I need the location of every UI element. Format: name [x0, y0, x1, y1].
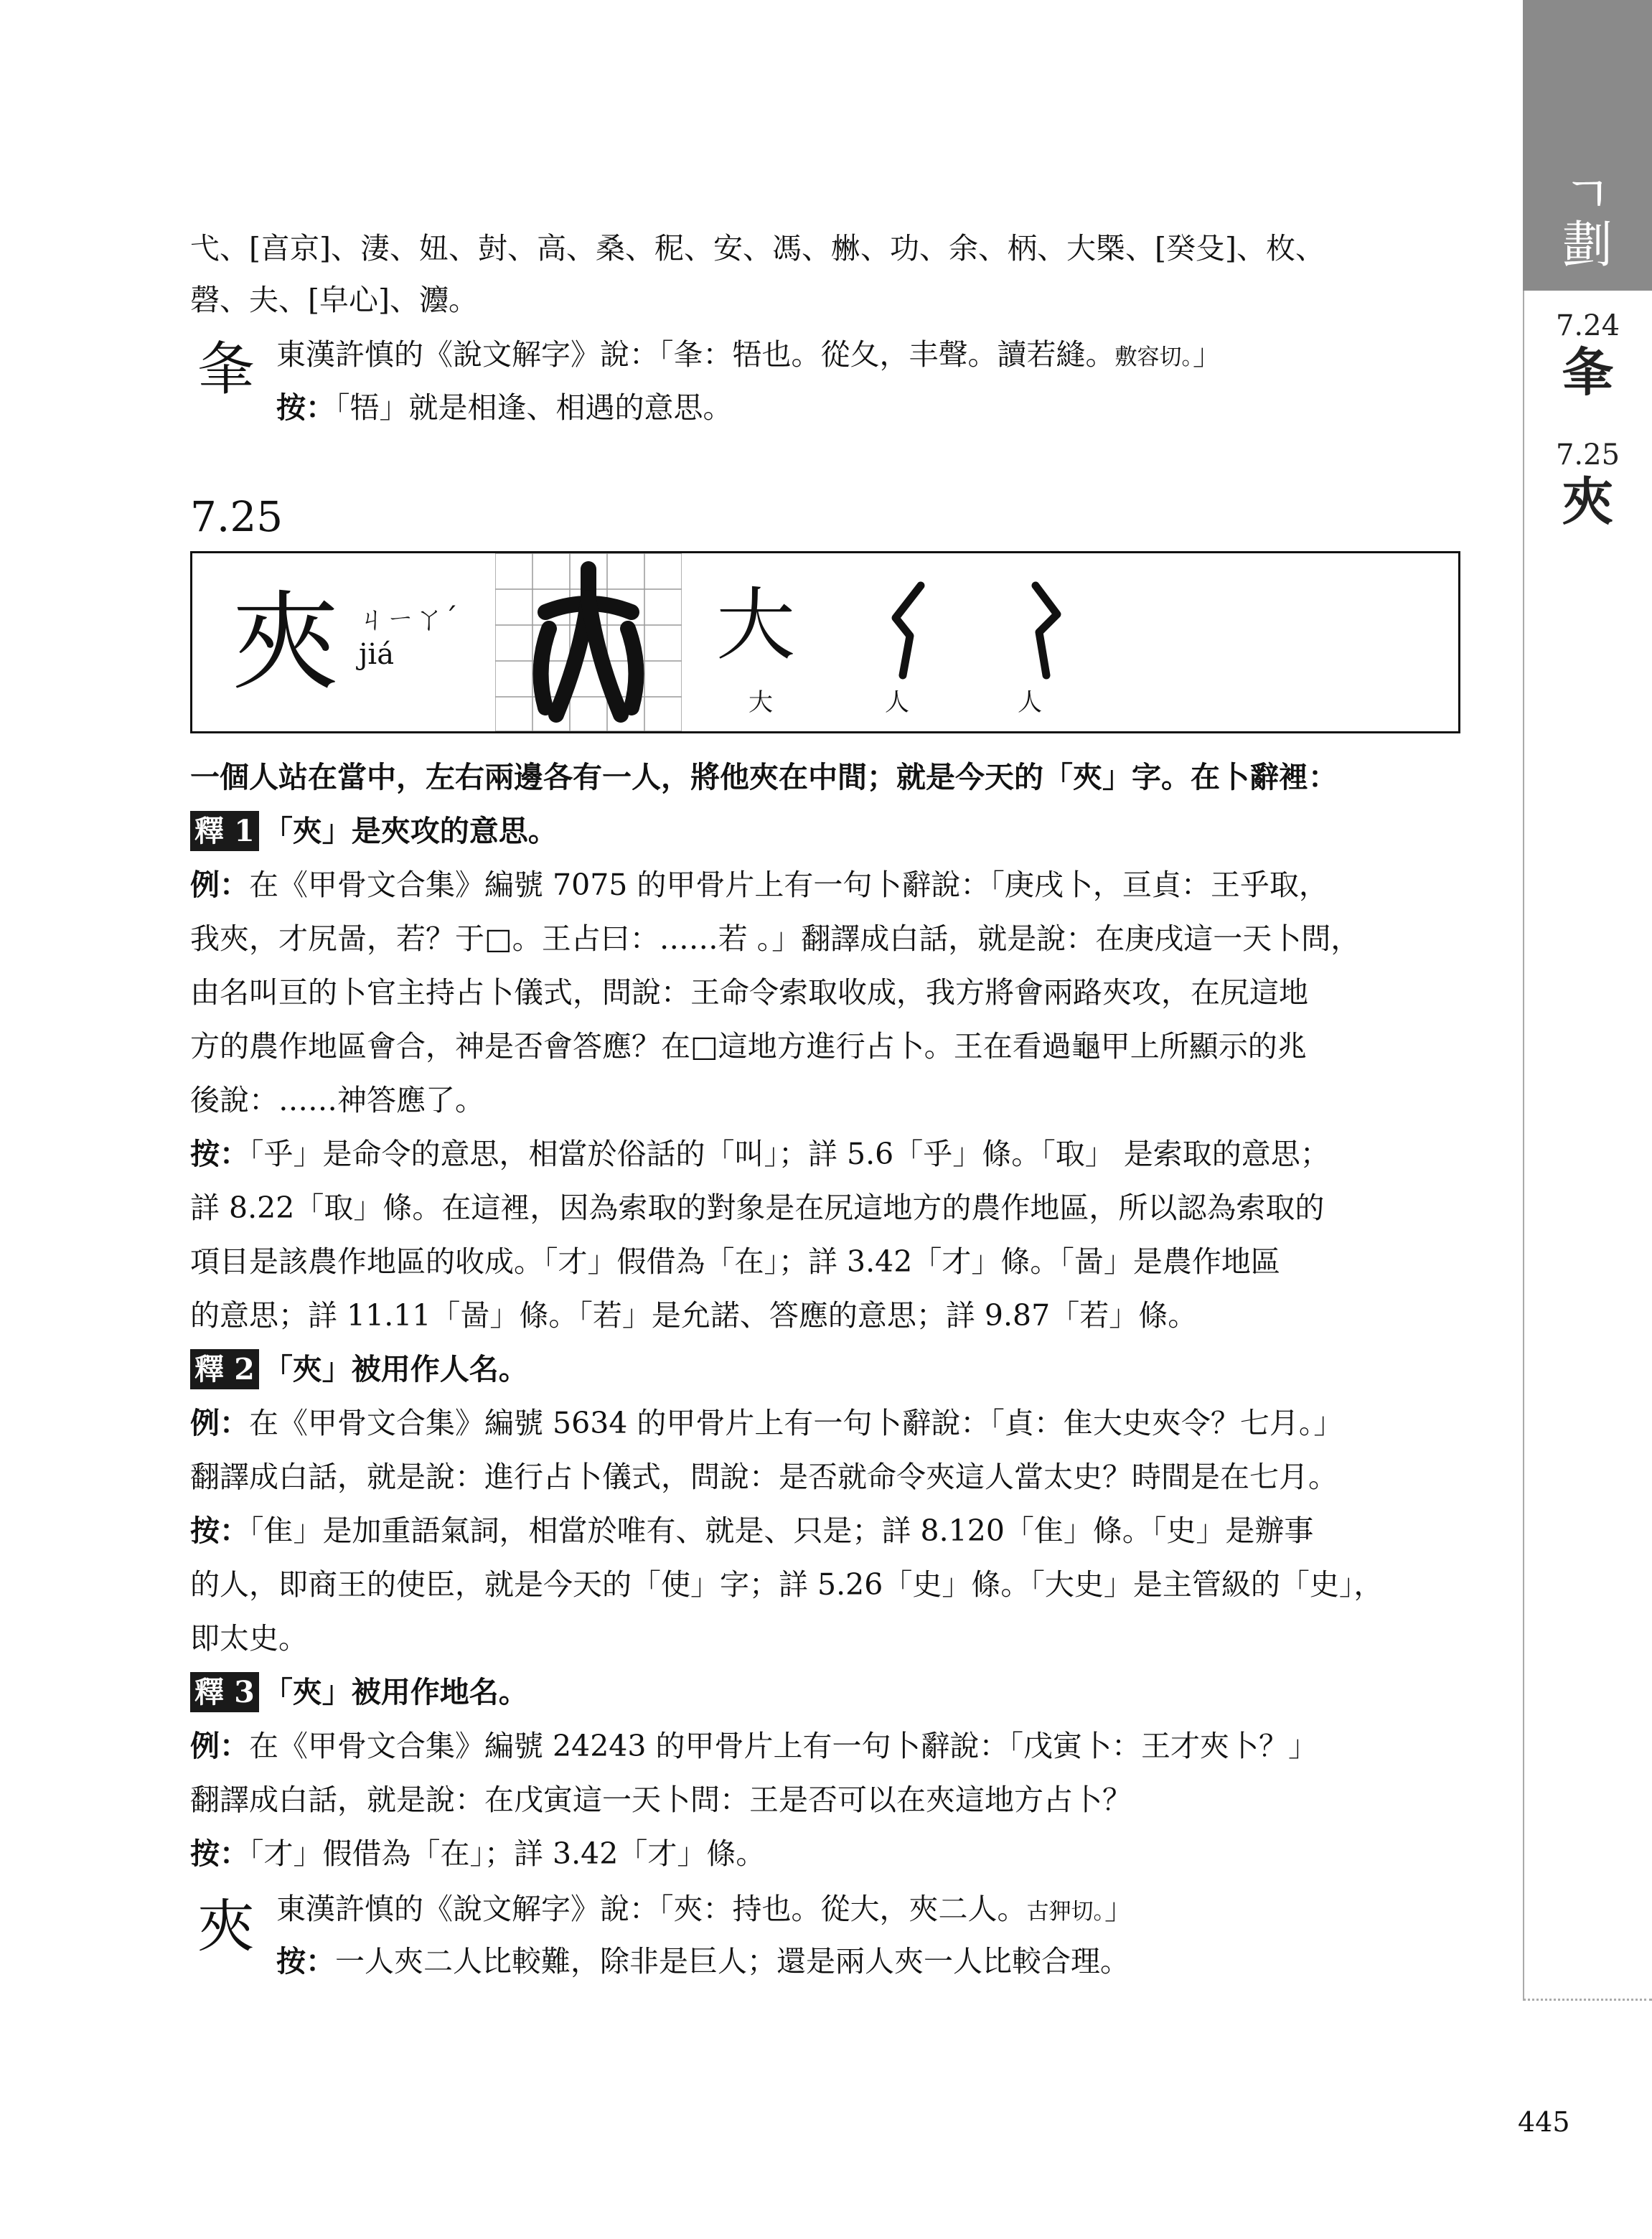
sense-2-note-3: 即太史。	[190, 1621, 308, 1656]
chapter-tab-stroke: 劃	[1562, 215, 1613, 274]
sense-3-example-2: 翻譯成白話，就是說：在戊寅這一天卜問：王是否可以在夾這地方占卜？	[190, 1783, 1132, 1817]
sense-3-label: 釋 3	[190, 1672, 259, 1712]
sense-1-example-5: 後說：……神答應了。	[190, 1083, 484, 1117]
entry-intro: 一個人站在當中，左右兩邊各有一人，將他夾在中間；就是今天的「夾」字。在卜辭裡：	[190, 760, 1338, 794]
prev-entry-line-1: 弋、[亯京]、淒、妞、尌、高、桑、秜、安、馮、㴇、功、余、柄、大㮣、[癸殳]、枚、	[190, 231, 1325, 266]
oracle-label-da: 大	[748, 688, 773, 717]
sense-2-example-2: 翻譯成白話，就是說：進行占卜儀式，問說：是否就命令夾這人當太史？時間是在七月。	[190, 1460, 1338, 1494]
chapter-tab	[1523, 0, 1652, 291]
sense-1-note-3: 項目是該農作地區的收成。「才」假借為「在」；詳 3.42「才」條。「啚」是農作地區	[190, 1244, 1280, 1279]
sense-1-heading: 釋 1 「夾」是夾攻的意思。	[190, 811, 1475, 851]
sense-3-heading: 釋 3 「夾」被用作地名。	[190, 1672, 1475, 1712]
prev-note: 按：「牾」就是相逢、相遇的意思。	[276, 390, 733, 425]
side-entry-7-24: 7.24 夆	[1555, 309, 1620, 403]
oracle-form-ren-2	[1007, 575, 1079, 682]
oracle-form-da: 大	[716, 579, 795, 671]
chapter-tab-title: ㄱ	[1563, 165, 1612, 224]
bronze-form-jia-glyph	[541, 569, 637, 715]
side-entry-7-25: 7.25 夾	[1555, 438, 1620, 532]
prev-shuowen: 東漢許慎的《說文解字》說：「夆：牾也。從夂，丰聲。讀若縫。敷容切。」	[276, 337, 1222, 372]
sense-1-example-3: 由名叫亘的卜官主持占卜儀式，問說：王命令索取收成，我方將會兩路夾攻，在尻這地	[190, 975, 1308, 1010]
seal-char-jia: 夾	[197, 1893, 255, 1960]
sense-1-example-1: 例：在《甲骨文合集》編號 7075 的甲骨片上有一句卜辭說：「庚戌卜，亘貞：王乎取，	[190, 868, 1328, 902]
entry-header-box	[190, 551, 1460, 733]
sense-2-note-2: 的人，即商王的使臣，就是今天的「使」字；詳 5.26「史」條。「大史」是主管級的「史」，	[190, 1567, 1384, 1602]
jia-shuowen: 東漢許慎的《說文解字》說：「夾：持也。從大，夾二人。古狎切。」	[276, 1892, 1134, 1926]
side-divider	[1523, 291, 1524, 1999]
oracle-label-ren-1: 人	[885, 688, 909, 717]
sense-2-example-1: 例：在《甲骨文合集》編號 5634 的甲骨片上有一句卜辭說：「貞：隹大史夾令？七月。」	[190, 1406, 1343, 1440]
entry-number: 7.25	[190, 492, 283, 541]
bronze-form-grid	[495, 553, 682, 731]
oracle-form-ren-1	[870, 575, 942, 682]
sense-3-example-1: 例：在《甲骨文合集》編號 24243 的甲骨片上有一句卜辭說：「戊寅卜：王才夾卜？」	[190, 1729, 1318, 1763]
side-divider-bottom	[1523, 1999, 1652, 2002]
entry-main-char: 夾	[232, 581, 340, 705]
sense-1-note-2: 詳 8.22「取」條。在這裡，因為索取的對象是在尻這地方的農作地區，所以認為索取的	[190, 1191, 1325, 1225]
sense-1-example-4: 方的農作地區會合，神是否會答應？在□這地方進行占卜。王在看過龜甲上所顯示的兆	[190, 1029, 1307, 1064]
sense-1-label: 釋 1	[190, 811, 259, 851]
sense-1-example-2: 我夾，才尻啚，若？于□。王占曰：……若 。」翻譯成白話，就是說：在庚戌這一天卜問，	[190, 921, 1361, 956]
sense-2-note-1: 按：「隹」是加重語氣詞，相當於唯有、就是、只是；詳 8.120「隹」條。「史」是辦事	[190, 1513, 1314, 1548]
sense-2-heading: 釋 2 「夾」被用作人名。	[190, 1349, 1475, 1389]
oracle-label-ren-2: 人	[1018, 688, 1042, 717]
entry-pinyin: jiá	[359, 638, 395, 671]
sense-1-note-4: 的意思；詳 11.11「啚」條。「若」是允諾、答應的意思；詳 9.87「若」條。	[190, 1298, 1198, 1333]
page-number: 445	[1518, 2106, 1570, 2138]
jia-final-note: 按：一人夾二人比較難，除非是巨人；還是兩人夾一人比較合理。	[276, 1944, 1130, 1979]
entry-zhuyin: ㄐㄧㄚˊ	[357, 603, 458, 636]
sense-2-label: 釋 2	[190, 1349, 259, 1389]
seal-char-feng: 夆	[197, 336, 255, 403]
sense-3-note-1: 按：「才」假借為「在」；詳 3.42「才」條。	[190, 1836, 766, 1871]
prev-entry-line-2: 磬、夫、[皁心]、灋。	[190, 283, 478, 317]
sense-1-note-1: 按：「乎」是命令的意思，相當於俗話的「叫」；詳 5.6「乎」條。「取」 是索取的意思；	[190, 1137, 1330, 1171]
